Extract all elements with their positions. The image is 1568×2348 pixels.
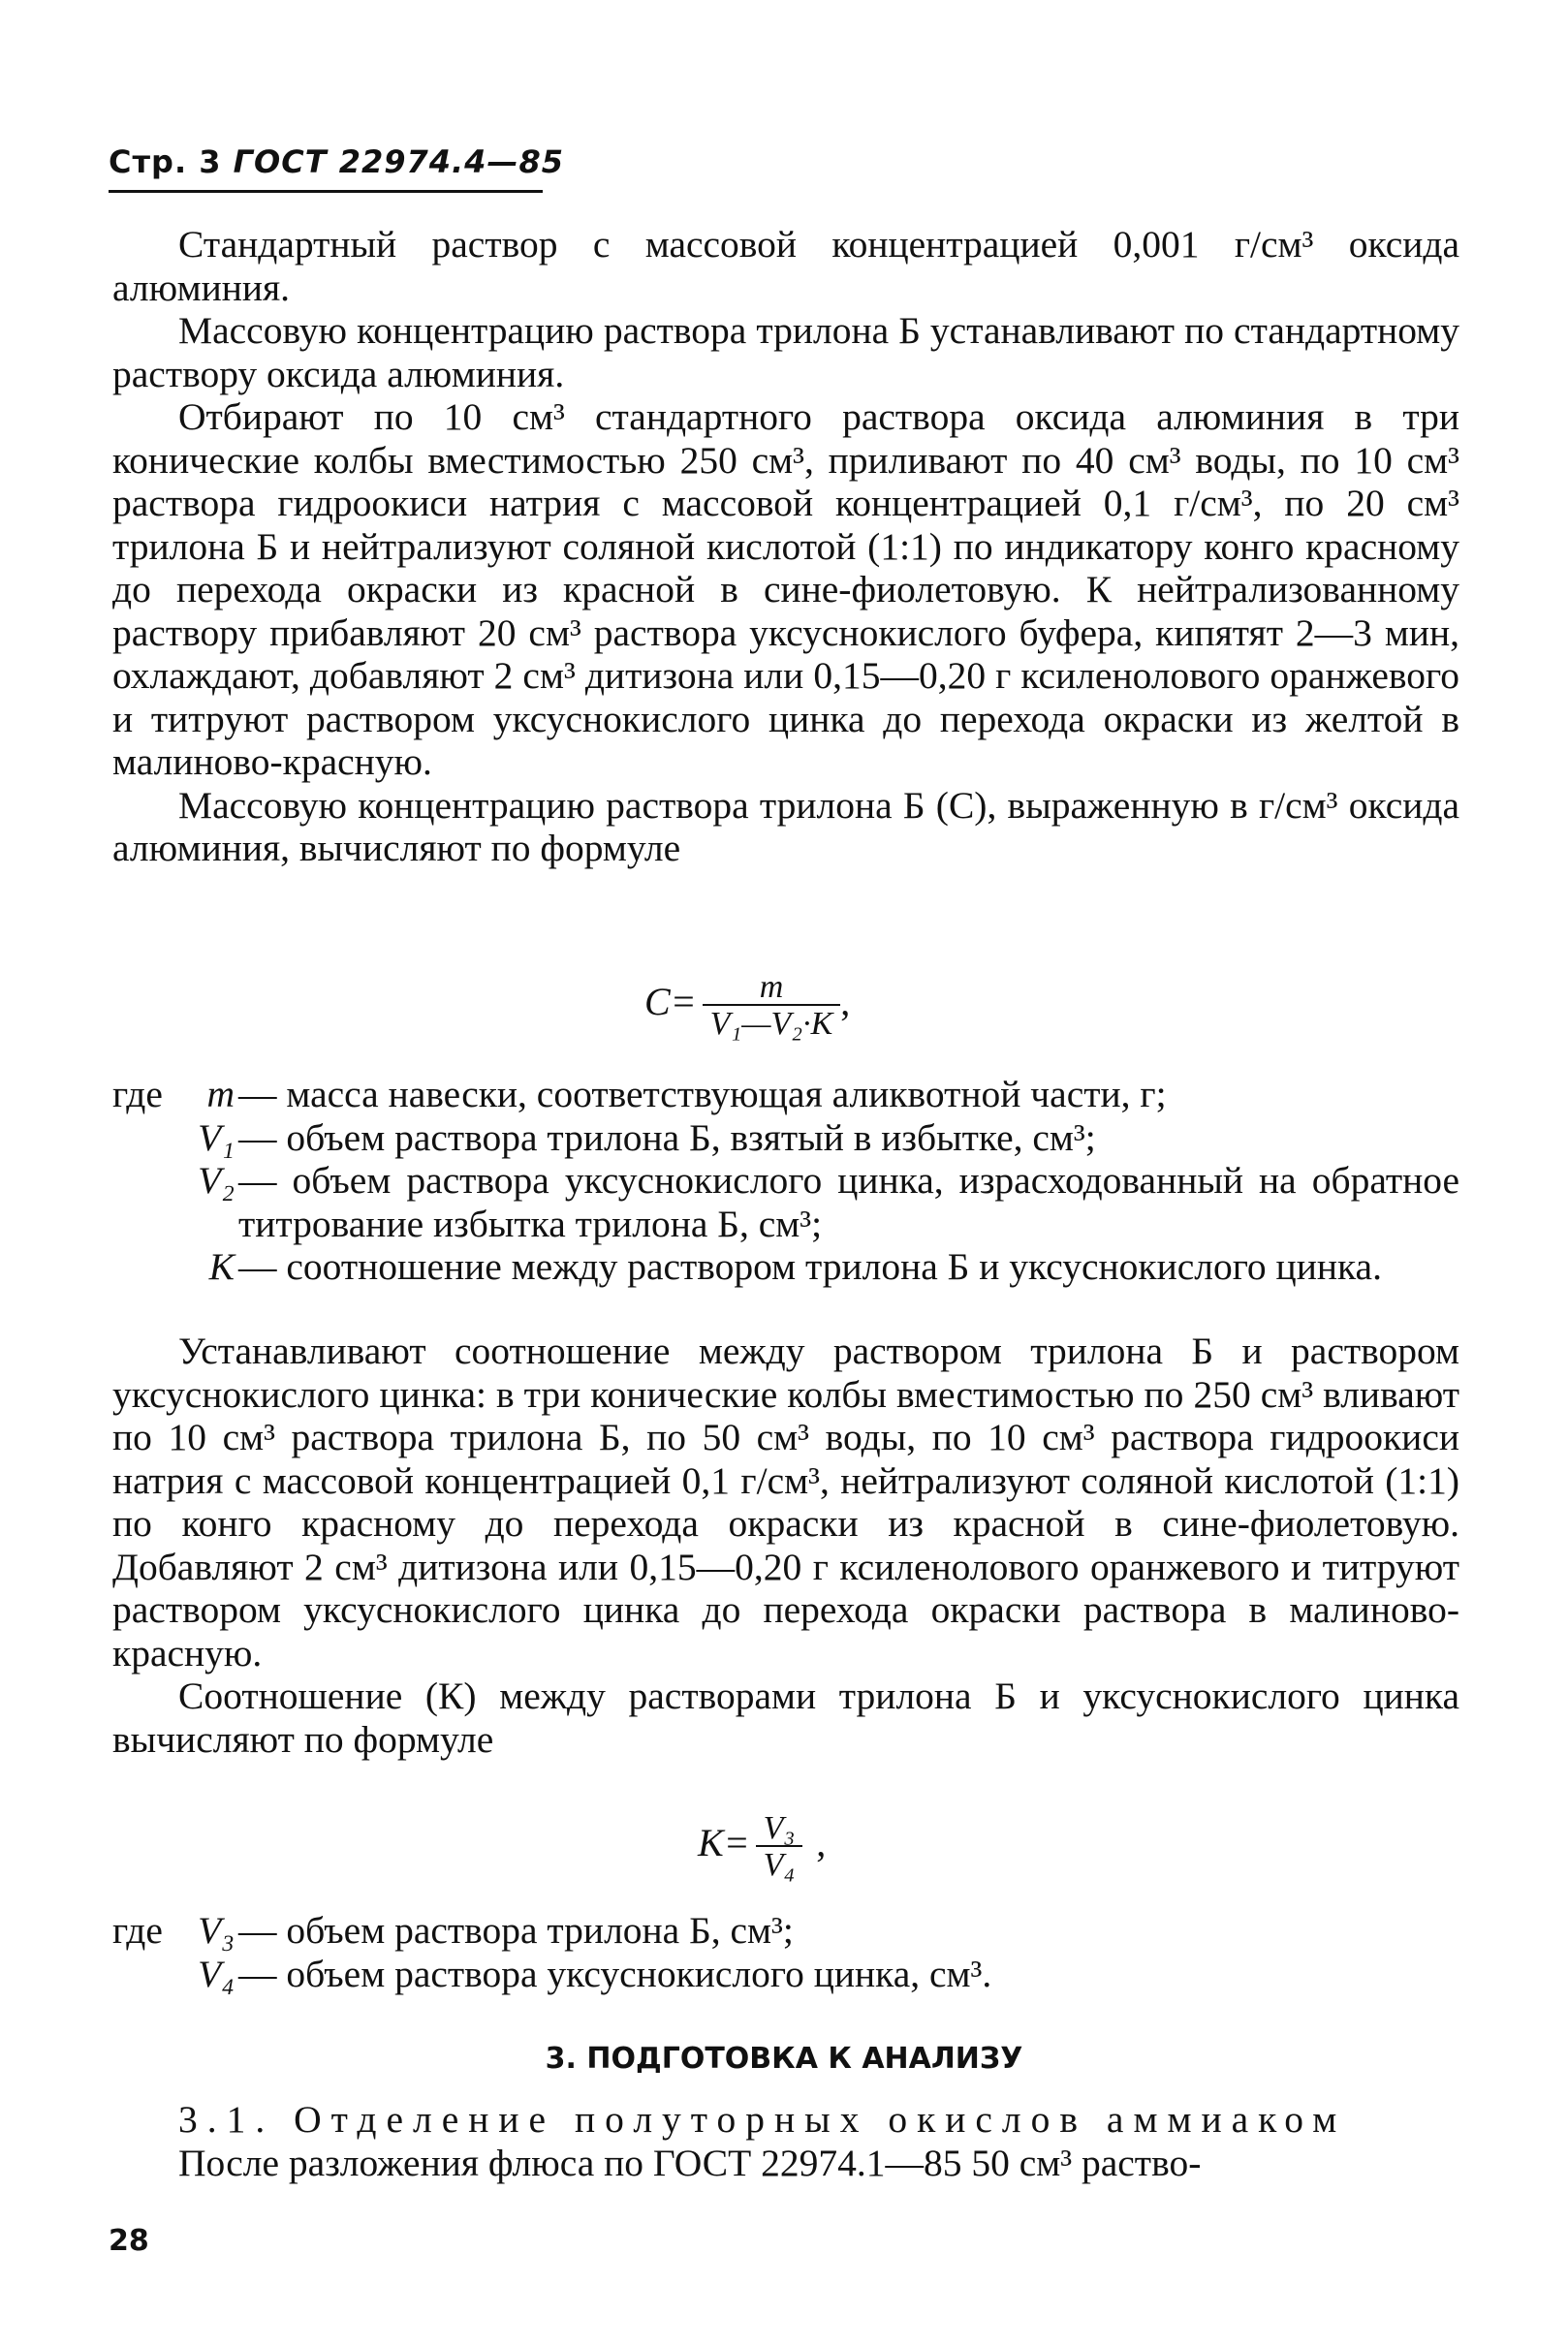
paragraph-ratio-procedure: Устанавливают соотношение между раствором трилона Б и раствором уксуснокислого цинка: в три конические колбы вместимостью по 250 см³ вливают по 10 см³ раствора трилона Б, по 50 см³ воды, по 10 см³ раствора гидроокиси натрия с массовой концентрацией 0,1 г/см³, нейтрализуют соляной кислотой (1:1) по конго красному до перехода окраски из красной в сине-фиолетовую. Добавляют 2 см³ дитизона или 0,15—0,20 г ксиленолового оранжевого и титруют раствором уксуснокислого цинка до перехода окраски раствора в малиново-красную. [112, 1330, 1459, 1675]
formula-c-numerator: m [759, 969, 784, 1005]
formula-k [698, 1812, 826, 1882]
formula-c [644, 971, 850, 1041]
header-gost-number: ГОСТ 22974.4—85 [233, 143, 564, 180]
definition-row [112, 1159, 1459, 1245]
definition-text: — объем раствора трилона Б, взятый в избытке, см³; [238, 1115, 1096, 1159]
definitions-list-1 [112, 1073, 1459, 1289]
definitions-lead: где [112, 1073, 163, 1115]
formula-k-lhs: K= [698, 1821, 750, 1865]
definition-text: — соотношение между раствором трилона Б и уксуснокислого цинка. [238, 1245, 1382, 1288]
formula-c-comma: , [840, 980, 851, 1024]
definitions-lead: где [112, 1909, 163, 1952]
definition-text: — объем раствора уксуснокислого цинка, см³. [238, 1952, 992, 1995]
definition-row [112, 1073, 1459, 1116]
paragraph-procedure: Отбирают по 10 см³ стандартного раствора оксида алюминия в три конические колбы вместимостью 250 см³, приливают по 40 см³ воды, по 10 см³ раствора гидроокиси натрия с массовой концентрацией 0,1 г/см³, по 20 см³ трилона Б и нейтрализуют соляной кислотой (1:1) по индикатору конго красному до перехода окраски из красной в сине-фиолетовую. К нейтрализованному раствору прибавляют 20 см³ раствора уксуснокислого буфера, кипятят 2—3 мин, охлаждают, добавляют 2 см³ дитизона или 0,15—0,20 г ксиленолового оранжевого и титруют раствором уксуснокислого цинка до перехода окраски из желтой в малиново-красную. [112, 395, 1459, 783]
definition-text: — объем раствора трилона Б, см³; [238, 1909, 794, 1952]
header-page-label: Стр. 3 [109, 143, 222, 180]
definition-text: — масса навески, соответствующая аликвотной части, г; [238, 1073, 1167, 1115]
subsection-3-1 [112, 2098, 1459, 2184]
formula-k-comma: , [816, 1821, 827, 1865]
paragraph-standard-solution: Стандартный раствор с массовой концентрацией 0,001 г/см³ оксида алюминия. [112, 223, 1459, 309]
definition-row [112, 1245, 1459, 1289]
formula-c-denominator: V₁—V₂·K [703, 1004, 841, 1041]
formula-k-numerator: V₃ [763, 1810, 796, 1846]
formula-k-fraction [756, 1812, 803, 1882]
definition-symbol: K [208, 1245, 235, 1288]
text-block-2 [112, 1330, 1459, 1761]
definition-row [112, 1909, 1459, 1953]
subsection-heading: 3.1. Отделение полуторных окислов аммиаком [178, 2098, 1347, 2141]
definition-symbol: V₂ [198, 1159, 235, 1202]
paragraph-trilon-concentration: Массовую концентрацию раствора трилона Б устанавливают по стандартному раствору оксида алюминия. [112, 309, 1459, 395]
definition-row [112, 1953, 1459, 1996]
page-number: 28 [109, 2224, 149, 2258]
formula-c-fraction [703, 971, 841, 1041]
definition-symbol: V₁ [198, 1115, 235, 1159]
subsection-text: После разложения флюса по ГОСТ 22974.1—85 50 см³ раство- [178, 2141, 1202, 2184]
formula-c-lhs: C= [644, 980, 697, 1024]
page-header [109, 143, 564, 180]
definition-row [112, 1116, 1459, 1160]
paragraph-formula-intro: Массовую концентрацию раствора трилона Б (С), выраженную в г/см³ оксида алюминия, вычисляют по формуле [112, 783, 1459, 869]
paragraph-ratio-formula-intro: Соотношение (К) между растворами трилона Б и уксуснокислого цинка вычисляют по формуле [112, 1675, 1459, 1761]
header-rule [109, 190, 543, 193]
definition-symbol: V₄ [198, 1952, 235, 1995]
formula-k-denominator: V₄ [756, 1845, 803, 1882]
definition-symbol: m [206, 1073, 235, 1115]
text-block-1 [112, 223, 1459, 870]
definitions-list-2 [112, 1909, 1459, 1995]
definition-text: — объем раствора уксуснокислого цинка, израсходованный на обратное титрование избытка трилона Б, см³; [238, 1159, 1459, 1245]
section-heading: 3. ПОДГОТОВКА К АНАЛИЗУ [545, 2042, 1023, 2076]
definition-symbol: V₃ [198, 1909, 235, 1952]
